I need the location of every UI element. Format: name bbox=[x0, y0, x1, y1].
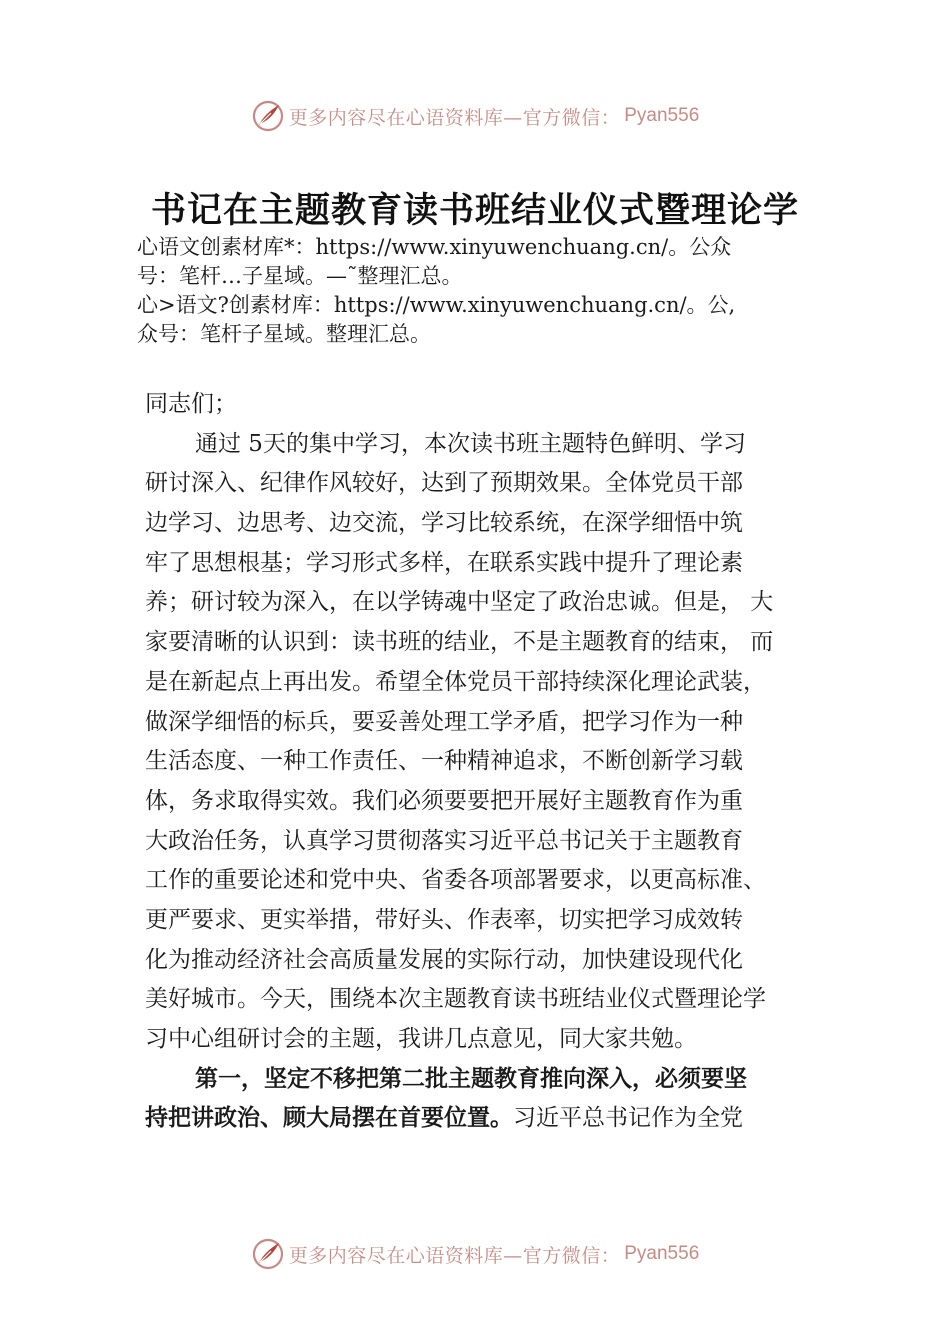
paragraph-line: 通过 5天的集中学习，本次读书班主题特色鲜明、学习 bbox=[195, 430, 746, 457]
watermark-text: 更多内容尽在心语资料库—官方微信： bbox=[288, 1244, 621, 1267]
source-line: 心语文创素材库*：https://www.xinyuwenchuang.cn/。公众 bbox=[137, 235, 732, 259]
paragraph-line: 化为推动经济社会高质量发展的实际行动，加快建设现代化 bbox=[145, 946, 743, 973]
paragraph-line: 体，务求取得实效。我们必须要要把开展好主题教育作为重 bbox=[145, 787, 743, 814]
paragraph-line: 大政治任务，认真学习贯彻落实习近平总书记关于主题教育 bbox=[145, 827, 743, 854]
header-watermark bbox=[0, 96, 950, 136]
paragraph-line: 牢了思想根基；学习形式多样，在联系实践中提升了理论素 bbox=[145, 549, 743, 576]
source-line: 心>语文?创素材库：https://www.xinyuwenchuang.cn/。公, bbox=[137, 293, 736, 317]
watermark-wechat-id: Pyan556 bbox=[624, 105, 700, 126]
paragraph-line: 更严要求、更实举措，带好头、作表率，切实把学习成效转 bbox=[145, 906, 743, 933]
quill-logo-icon bbox=[251, 1237, 285, 1271]
quill-logo-icon bbox=[251, 99, 285, 133]
section-heading-tail: 持把讲政治、顾大局摆在首要位置。 bbox=[145, 1105, 513, 1132]
watermark-wechat-id: Pyan556 bbox=[624, 1243, 700, 1264]
section-heading-continued bbox=[145, 1099, 825, 1139]
greeting: 同志们； bbox=[145, 391, 237, 417]
paragraph-line: 工作的重要论述和党中央、省委各项部署要求，以更高标准、 bbox=[145, 867, 766, 894]
source-notice bbox=[137, 233, 827, 349]
paragraph-line: 习中心组研讨会的主题，我讲几点意见，同大家共勉。 bbox=[145, 1026, 697, 1052]
section-heading: 第一，坚定不移把第二批主题教育推向深入，必须要坚 bbox=[195, 1065, 747, 1092]
source-line: 众号：笔杆子星域。整理汇总。 bbox=[137, 322, 431, 346]
section-text: 习近平总书记作为全党 bbox=[513, 1105, 743, 1132]
document-body bbox=[145, 385, 825, 1139]
paragraph-line: 是在新起点上再出发。希望全体党员干部持续深化理论武装， bbox=[145, 668, 766, 695]
source-line: 号：笔杆…子星域。—˜整理汇总。 bbox=[137, 264, 463, 288]
paragraph-line: 生活态度、一种工作责任、一种精神追求，不断创新学习载 bbox=[145, 748, 743, 775]
paragraph-line: 美好城市。今天，围绕本次主题教育读书班结业仪式暨理论学 bbox=[145, 986, 766, 1013]
paragraph-line: 做深学细悟的标兵，要妥善处理工学矛盾，把学习作为一种 bbox=[145, 708, 743, 735]
document-title: 书记在主题教育读书班结业仪式暨理论学 bbox=[150, 190, 799, 231]
paragraph-line: 边学习、边思考、边交流，学习比较系统，在深学细悟中筑 bbox=[145, 510, 743, 537]
paragraph-line: 家要清晰的认识到：读书班的结业，不是主题教育的结束， 而 bbox=[145, 629, 774, 656]
watermark-text: 更多内容尽在心语资料库—官方微信： bbox=[288, 106, 621, 129]
paragraph-line: 研讨深入、纪律作风较好，达到了预期效果。全体党员干部 bbox=[145, 470, 743, 497]
paragraph-line: 养；研讨较为深入，在以学铸魂中坚定了政治忠诚。但是， 大 bbox=[145, 589, 774, 616]
footer-watermark bbox=[0, 1234, 950, 1274]
